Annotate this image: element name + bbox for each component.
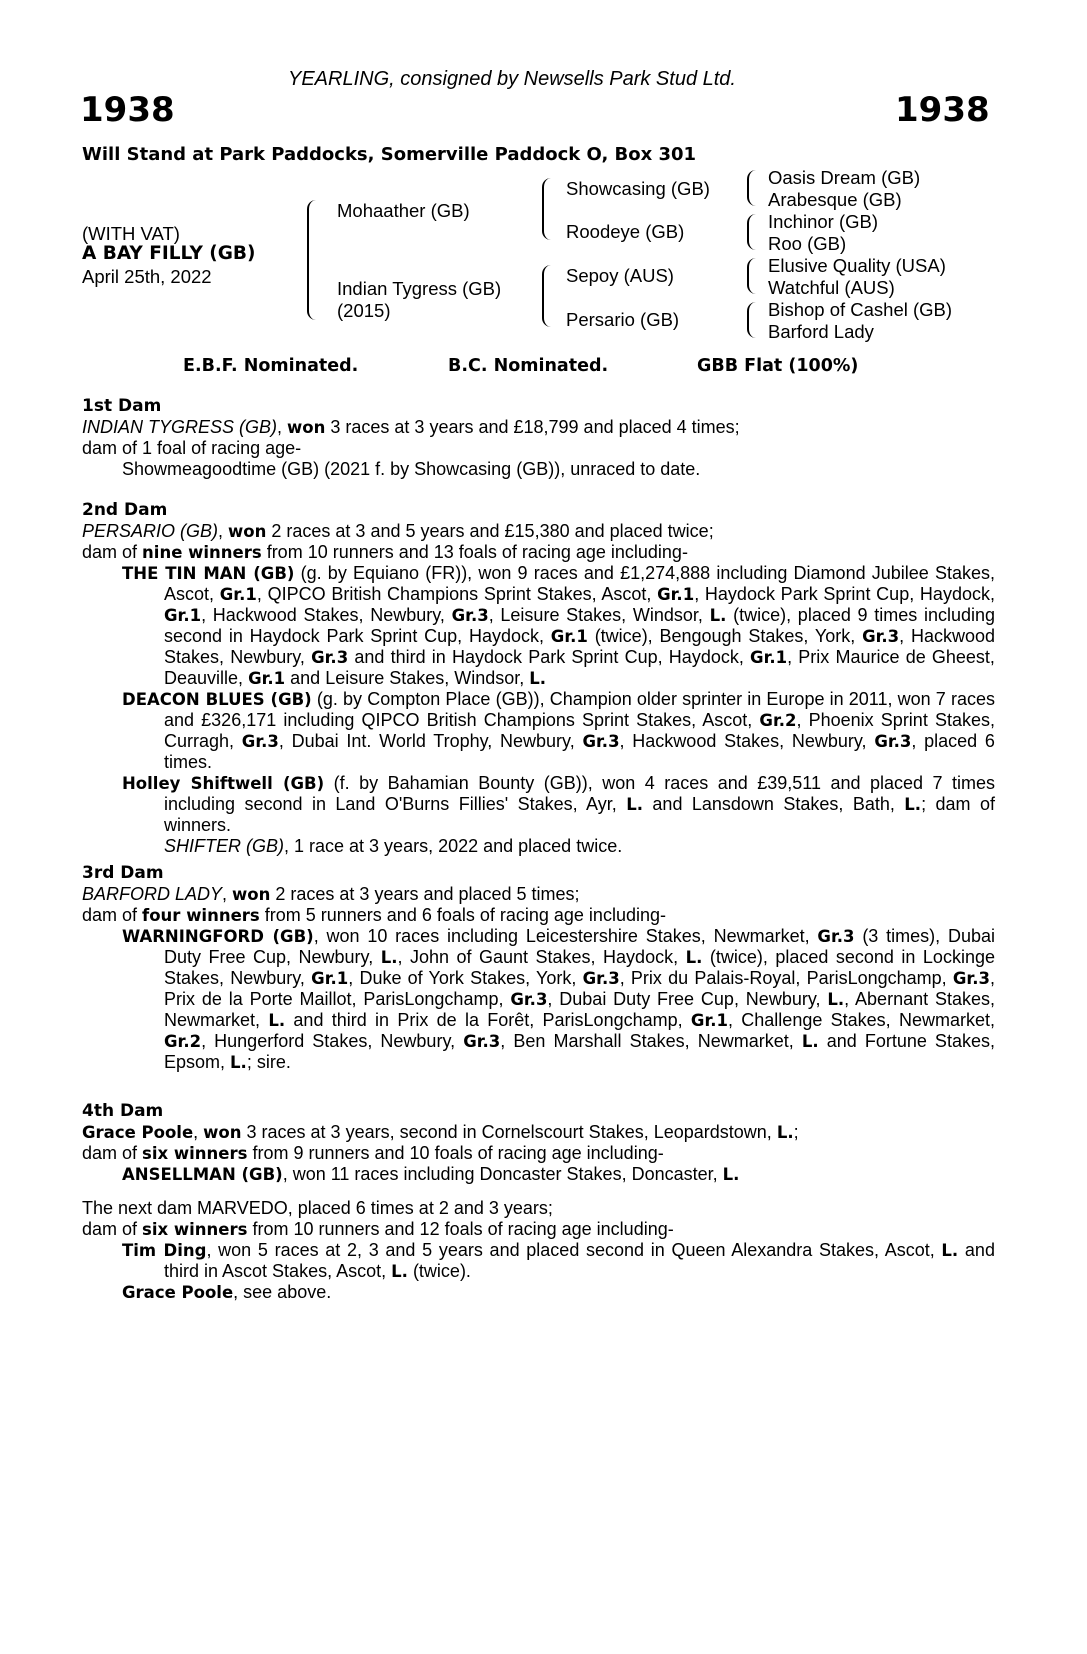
grade-label: Gr.3: [241, 732, 279, 751]
granddam-6: Watchful (AUS): [768, 277, 895, 298]
progeny-text: , Ben Marshall Stakes, Newmarket,: [500, 1031, 794, 1051]
grade-label: Gr.3: [582, 969, 620, 988]
progeny-text: , Prix de la Porte Maillot, ParisLongchamp,: [164, 968, 995, 1009]
next-dam-produce: [82, 1219, 995, 1240]
progeny-name: THE TIN MAN (GB): [122, 564, 295, 583]
grade-label: Gr.1: [219, 585, 257, 604]
progeny-entry: [82, 1164, 995, 1185]
progeny-name: Tim Ding: [122, 1241, 207, 1260]
progeny-text: and Leisure Stakes, Windsor,: [290, 668, 525, 688]
second-dam-title: 2nd Dam: [82, 500, 168, 520]
progeny-text: , Phoenix Sprint Stakes, Curragh,: [164, 710, 995, 751]
grade-label: Gr.3: [463, 1032, 501, 1051]
first-dam-title: 1st Dam: [82, 396, 162, 416]
next-dam-section: [82, 1198, 995, 1303]
grade-label: Gr.1: [164, 606, 202, 625]
fourth-dam-section: [82, 1101, 995, 1185]
grade-label: Gr.3: [862, 627, 900, 646]
listed-label: L.: [827, 990, 845, 1009]
progeny-text: , QIPCO British Champions Sprint Stakes, Ascot,: [256, 584, 652, 604]
horse-dob: April 25th, 2022: [82, 266, 212, 287]
dam-name: PERSARIO (GB): [82, 521, 219, 541]
produce-suffix: from 10 runners and 13 foals of racing age including-: [266, 542, 688, 562]
dam-name: BARFORD LADY: [82, 884, 223, 904]
progeny-text: , Dubai Int. World Trophy, Newbury,: [278, 731, 575, 751]
progeny-text: , Prix du Palais-Royal, ParisLongchamp,: [619, 968, 947, 988]
dam-year: (2015): [337, 300, 391, 321]
progeny-text: , Hackwood Stakes, Newbury,: [164, 626, 995, 667]
progeny-text: , Hungerford Stakes, Newbury,: [201, 1031, 456, 1051]
listed-label: L.: [268, 1011, 286, 1030]
grade-label: Gr.1: [690, 1011, 728, 1030]
grade-label: Gr.1: [311, 969, 349, 988]
grade-label: Gr.1: [750, 648, 788, 667]
progeny-text: and third in Prix de la Forêt, ParisLongchamp,: [293, 1010, 683, 1030]
fourth-dam-record: Grace Poole, won 3 races at 3 years, second in Cornelscourt Stakes, Leopardstown, L.;: [82, 1122, 799, 1142]
progeny-name: DEACON BLUES (GB): [122, 690, 312, 709]
winners-count: six winners: [142, 1220, 248, 1239]
third-dam-title: 3rd Dam: [82, 863, 164, 883]
winners-count: four winners: [142, 906, 260, 925]
pedigree-brace-g78: [747, 302, 757, 338]
progeny-text: (twice), placed 9 times including second in Haydock Park Sprint Cup, Haydock,: [164, 605, 995, 646]
grade-label: Gr.3: [510, 990, 548, 1009]
winners-count: six winners: [142, 1144, 248, 1163]
won-label: won: [203, 1123, 242, 1142]
pedigree-brace-g56: [747, 258, 757, 294]
progeny-text: (twice), Bengough Stakes, York,: [594, 626, 856, 646]
progeny-text: and third in Ascot Stakes, Ascot,: [164, 1240, 995, 1281]
first-dam-section: [82, 396, 995, 480]
progeny-text: (g. by Compton Place (GB)), Champion older sprinter in Europe in 2011, won 7 races and £326,171 including QIPCO British Champions Sprint Stakes, Ascot,: [164, 689, 995, 730]
grade-label: Gr.2: [759, 711, 797, 730]
sire-dam-name: Roodeye (GB): [566, 221, 685, 242]
grade-label: Gr.3: [874, 732, 912, 751]
won-label: won: [287, 418, 326, 437]
progeny-entry: [82, 926, 995, 1073]
first-dam-produce: dam of 1 foal of racing age-: [82, 438, 302, 458]
pedigree-brace-g34: [747, 214, 757, 250]
first-dam-record: INDIAN TYGRESS (GB), won 3 races at 3 years and £18,799 and placed 4 times;: [82, 417, 740, 437]
race-record: 3 races at 3 years, second in Cornelscourt Stakes, Leopardstown,: [246, 1122, 772, 1142]
progeny-text: , Prix Maurice de Gheest, Deauville,: [164, 647, 995, 688]
progeny-text: , Abernant Stakes, Newmarket,: [164, 989, 995, 1030]
granddam-2: Arabesque (GB): [768, 189, 902, 210]
grade-label: Gr.3: [952, 969, 990, 988]
progeny-sub-entry: [82, 836, 995, 857]
listed-label: L.: [380, 948, 398, 967]
first-dam-foal: Showmeagoodtime (GB) (2021 f. by Showcasing (GB)), unraced to date.: [122, 459, 701, 479]
lot-number-right: 1938: [895, 90, 990, 130]
grade-label: Gr.1: [550, 627, 588, 646]
horse-name: A BAY FILLY (GB): [82, 243, 256, 264]
progeny-text: and Lansdown Stakes, Bath,: [652, 794, 895, 814]
progeny-name: Holley Shiftwell (GB): [122, 774, 325, 793]
next-dam-record: The next dam MARVEDO, placed 6 times at 2 and 3 years;: [82, 1198, 553, 1218]
grandsire-5: Elusive Quality (USA): [768, 255, 946, 276]
produce-prefix: dam of: [82, 905, 138, 925]
listed-label: L.: [230, 1053, 247, 1072]
listed-label: L.: [391, 1262, 408, 1281]
listed-label: L.: [709, 606, 727, 625]
pedigree-brace-g12: [747, 170, 757, 206]
progeny-name: ANSELLMAN (GB): [122, 1165, 283, 1184]
progeny-text: (twice).: [412, 1261, 471, 1281]
progeny-name: WARNINGFORD (GB): [122, 927, 314, 946]
dam-sire-name: Sepoy (AUS): [566, 265, 674, 286]
listed-label: L.: [776, 1123, 794, 1142]
listed-label: L.: [801, 1032, 819, 1051]
listed-label: L.: [904, 795, 922, 814]
second-dam-section: [82, 500, 995, 857]
listed-label: L.: [941, 1241, 959, 1260]
lot-number-left: 1938: [80, 90, 175, 130]
grandsire-1: Oasis Dream (GB): [768, 167, 921, 188]
listed-label: L.: [626, 795, 643, 814]
winners-count: nine winners: [142, 543, 262, 562]
pedigree-brace-main: [307, 200, 317, 320]
grade-label: Gr.3: [311, 648, 349, 667]
progeny-entry: [82, 1282, 995, 1303]
progeny-text: (g. by Equiano (FR)), won 9 races and £1,274,888 including Diamond Jubilee Stakes, Ascot,: [164, 563, 995, 604]
progeny-text: , won 10 races including Leicestershire Stakes, Newmarket,: [313, 926, 810, 946]
third-dam-record: BARFORD LADY, won 2 races at 3 years and placed 5 times;: [82, 884, 580, 904]
produce-suffix: from 9 runners and 10 foals of racing age including-: [252, 1143, 664, 1163]
progeny-name: SHIFTER (GB): [164, 836, 284, 856]
second-dam-record: PERSARIO (GB), won 2 races at 3 and 5 years and £15,380 and placed twice;: [82, 521, 714, 541]
sire-sire-name: Showcasing (GB): [566, 178, 710, 199]
grade-label: Gr.3: [451, 606, 489, 625]
progeny-text: , Duke of York Stakes, York,: [348, 968, 577, 988]
grade-label: Gr.2: [164, 1032, 202, 1051]
listed-label: L.: [529, 669, 547, 688]
race-record: 2 races at 3 years and placed 5 times;: [275, 884, 580, 904]
progeny-text: , Hackwood Stakes, Newbury,: [201, 605, 445, 625]
produce-prefix: dam of: [82, 1219, 138, 1239]
progeny-entry: [82, 773, 995, 836]
progeny-text: ; dam of winners.: [164, 794, 995, 835]
won-label: won: [228, 522, 267, 541]
progeny-text: , won 11 races including Doncaster Stakes, Doncaster,: [282, 1164, 718, 1184]
listed-label: L.: [722, 1165, 740, 1184]
progeny-name: Grace Poole: [122, 1283, 234, 1302]
grade-label: Gr.3: [582, 732, 620, 751]
granddam-4: Roo (GB): [768, 233, 847, 254]
progeny-entry: [82, 563, 995, 689]
third-dam-produce: [82, 905, 995, 926]
gbb-flat: GBB Flat (100%): [697, 356, 859, 376]
fourth-dam-title: 4th Dam: [82, 1101, 164, 1121]
produce-prefix: dam of: [82, 1143, 138, 1163]
progeny-text: , 1 race at 3 years, 2022 and placed twice.: [284, 836, 623, 856]
grade-label: Gr.1: [248, 669, 286, 688]
pedigree-brace-sire: [542, 178, 552, 240]
vat-note: (WITH VAT): [82, 223, 180, 244]
grandsire-3: Inchinor (GB): [768, 211, 879, 232]
progeny-text: and Fortune Stakes, Epsom,: [164, 1031, 995, 1072]
progeny-text: , John of Gaunt Stakes, Haydock,: [397, 947, 679, 967]
third-dam-section: [82, 863, 995, 1073]
record-end: ;: [793, 1122, 799, 1142]
sire-name: Mohaather (GB): [337, 200, 470, 221]
produce-suffix: from 10 runners and 12 foals of racing age including-: [252, 1219, 674, 1239]
grandsire-7: Bishop of Cashel (GB): [768, 299, 953, 320]
progeny-text: , see above.: [233, 1282, 332, 1302]
progeny-text: (3 times), Dubai Duty Free Cup, Newbury,: [164, 926, 995, 967]
race-record: 2 races at 3 and 5 years and £15,380 and placed twice;: [271, 521, 714, 541]
dam-name: Grace Poole: [82, 1123, 194, 1142]
progeny-text: and third in Haydock Park Sprint Cup, Haydock,: [354, 647, 744, 667]
dam-dam-name: Persario (GB): [566, 309, 680, 330]
progeny-text: , Haydock Park Sprint Cup, Haydock,: [694, 584, 995, 604]
progeny-text: ; sire.: [246, 1052, 291, 1072]
pedigree-brace-dam: [542, 265, 552, 327]
race-record: 3 races at 3 years and £18,799 and placed 4 times;: [330, 417, 740, 437]
progeny-text: (f. by Bahamian Bounty (GB)), won 4 races and £39,511 and placed 7 times including second in Land O'Burns Fillies' Stakes, Ayr,: [164, 773, 995, 814]
progeny-text: , placed 6 times.: [164, 731, 995, 772]
ebf-nomination: E.B.F. Nominated.: [183, 356, 359, 376]
progeny-text: , Leisure Stakes, Windsor,: [488, 605, 703, 625]
granddam-8: Barford Lady: [768, 321, 874, 342]
progeny-text: (twice), placed second in Lockinge Stakes, Newbury,: [164, 947, 995, 988]
progeny-entry: [82, 689, 995, 773]
progeny-text: , Hackwood Stakes, Newbury,: [619, 731, 867, 751]
progeny-text: , won 5 races at 2, 3 and 5 years and placed second in Queen Alexandra Stakes, Ascot,: [206, 1240, 935, 1260]
second-dam-produce: [82, 542, 995, 563]
grade-label: Gr.3: [817, 927, 855, 946]
progeny-text: , Dubai Duty Free Cup, Newbury,: [547, 989, 821, 1009]
dam-name: Indian Tygress (GB): [337, 278, 502, 299]
progeny-entry: [82, 1240, 995, 1282]
consignor-line: YEARLING, consigned by Newsells Park Stud Ltd.: [288, 68, 736, 90]
stand-location: Will Stand at Park Paddocks, Somerville Paddock O, Box 301: [82, 144, 697, 165]
won-label: won: [232, 885, 271, 904]
grade-label: Gr.1: [657, 585, 695, 604]
bc-nomination: B.C. Nominated.: [448, 356, 609, 376]
produce-suffix: from 5 runners and 6 foals of racing age including-: [264, 905, 666, 925]
produce-prefix: dam of: [82, 542, 138, 562]
listed-label: L.: [685, 948, 703, 967]
fourth-dam-produce: [82, 1143, 995, 1164]
progeny-text: , Challenge Stakes, Newmarket,: [728, 1010, 995, 1030]
dam-name: INDIAN TYGRESS (GB): [82, 417, 278, 437]
